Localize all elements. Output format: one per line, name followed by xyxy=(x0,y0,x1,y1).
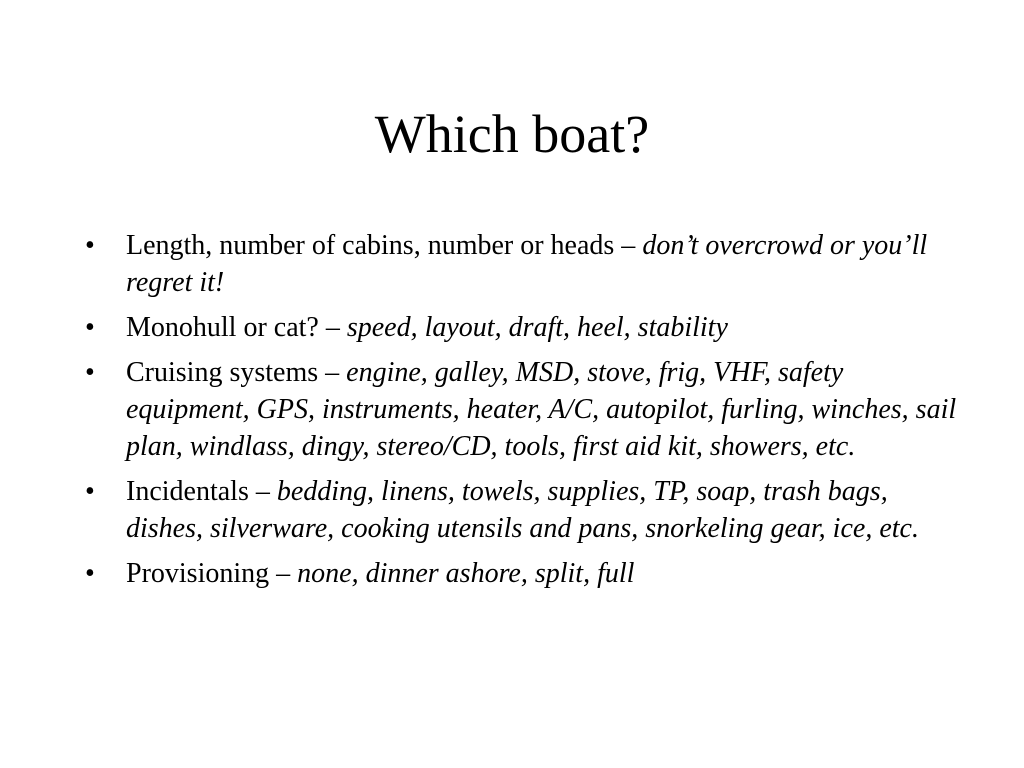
bullet-detail: engine, galley, MSD, stove, frig, VHF, safety equipment, GPS, instruments, heater, A/C, autopilot, furling, winches, sail plan, windlass, dingy, stereo/CD, tools, first aid kit, showers, etc. xyxy=(126,357,957,462)
bullet-item-hull-type xyxy=(85,309,965,346)
bullet-label: Incidentals – xyxy=(126,476,277,507)
bullet-label: Monohull or cat? – xyxy=(126,312,347,343)
slide-title: Which boat? xyxy=(374,104,650,164)
bullet-item-length xyxy=(85,227,965,301)
bullet-item-provisioning xyxy=(85,555,965,592)
bullet-icon: • xyxy=(85,312,95,343)
bullet-detail: none, dinner ashore, split, full xyxy=(297,558,635,589)
bullet-detail: speed, layout, draft, heel, stability xyxy=(346,312,728,343)
bullet-item-cruising-systems xyxy=(85,354,965,465)
bullet-icon: • xyxy=(85,558,95,589)
bullet-label: Cruising systems – xyxy=(126,357,347,388)
bullet-label: Length, number of cabins, number or heads – xyxy=(126,230,643,261)
bullet-icon: • xyxy=(85,357,95,388)
bullet-item-incidentals xyxy=(85,473,965,547)
bullet-detail: bedding, linens, towels, supplies, TP, soap, trash bags, dishes, silverware, cooking utensils and pans, snorkeling gear, ice, etc. xyxy=(126,476,919,544)
bullet-list xyxy=(85,227,965,600)
bullet-label: Provisioning – xyxy=(126,558,298,589)
bullet-icon: • xyxy=(85,476,95,507)
bullet-icon: • xyxy=(85,230,95,261)
bullet-detail: don’t overcrowd or you’ll regret it! xyxy=(126,230,928,298)
